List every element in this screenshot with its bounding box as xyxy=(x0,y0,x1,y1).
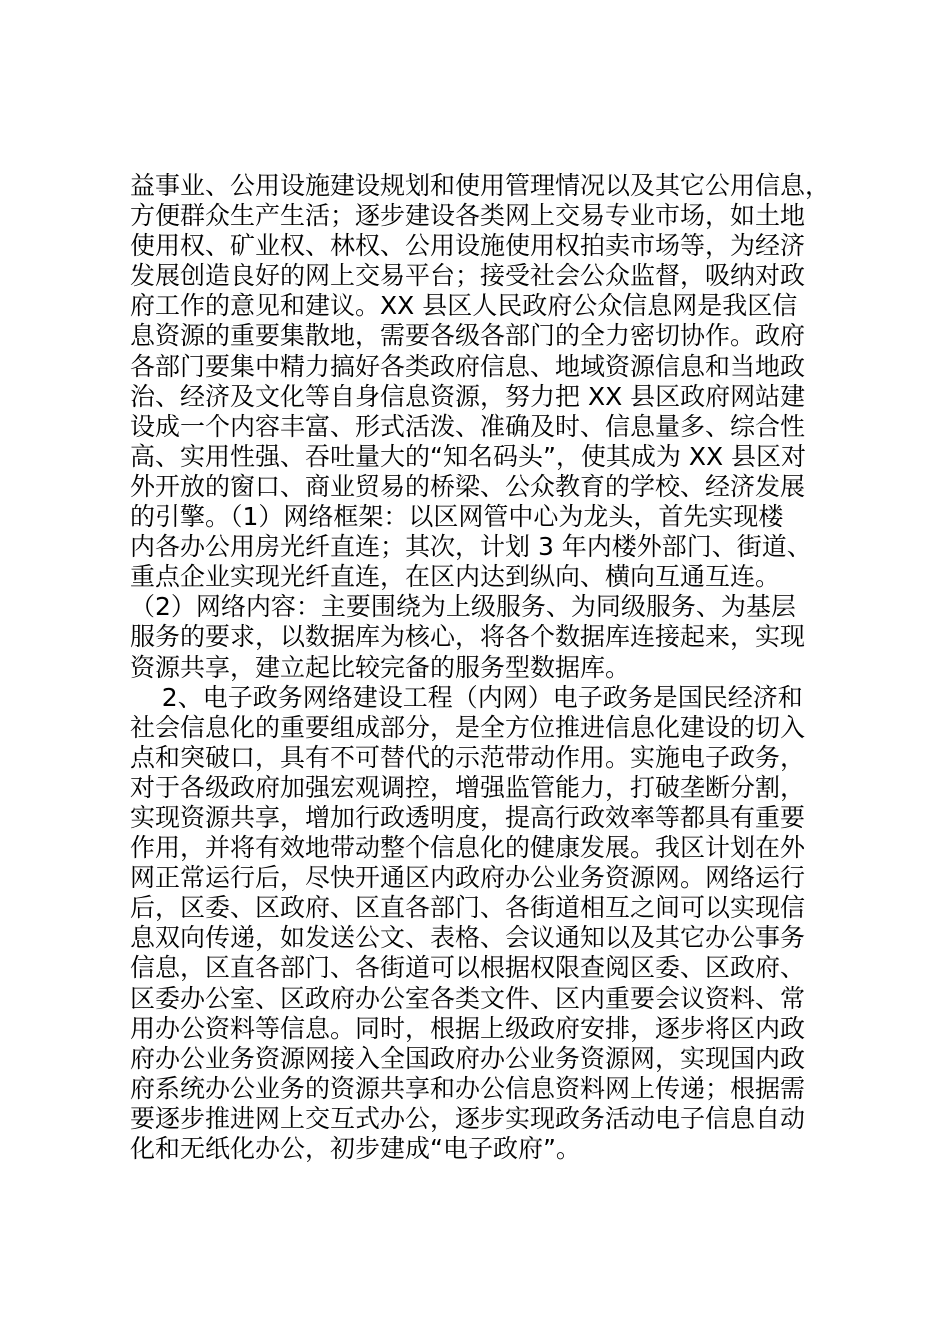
text-line: 资源共享，建立起比较完备的服务型数据库。 xyxy=(130,652,631,682)
text-line: 网正常运行后，尽快开通区内政府办公业务资源网。网络运行 xyxy=(130,863,806,893)
text-line: 使用权、矿业权、林权、公用设施使用权拍卖市场等，为经济 xyxy=(130,231,806,261)
text-line: 高、实用性强、吞吐量大的“知名码头”，使其成为 XX 县区对 xyxy=(130,441,807,471)
text-line: 益事业、公用设施建设规划和使用管理情况以及其它公用信息， xyxy=(130,171,831,200)
text-line: 府系统办公业务的资源共享和办公信息资料网上传递；根据需 xyxy=(130,1073,806,1103)
text-line: 府工作的意见和建议。XX 县区人民政府公众信息网是我区信 xyxy=(130,291,798,321)
text-line: （2）网络内容：主要围绕为上级服务、为同级服务、为基层 xyxy=(130,592,796,622)
text-line: 实现资源共享，增加行政透明度，提高行政效率等都具有重要 xyxy=(130,802,806,832)
text-line: 息双向传递，如发送公文、表格、会议通知以及其它办公事务 xyxy=(130,923,806,953)
text-line: 信息，区直各部门、各街道可以根据权限查阅区委、区政府、 xyxy=(130,953,806,983)
body-text xyxy=(130,171,850,1164)
text-line: 内各办公用房光纤直连；其次，计划 3 年内楼外部门、街道、 xyxy=(130,532,812,562)
text-line: 府办公业务资源网接入全国政府办公业务资源网，实现国内政 xyxy=(130,1043,806,1073)
text-line: 外开放的窗口、商业贸易的桥梁、公众教育的学校、经济发展 xyxy=(130,471,806,501)
text-line: 设成一个内容丰富、形式活泼、准确及时、信息量多、综合性 xyxy=(130,411,806,441)
text-line: 对于各级政府加强宏观调控，增强监管能力，打破垄断分割， xyxy=(130,772,806,802)
text-line: 区委办公室、区政府办公室各类文件、区内重要会议资料、常 xyxy=(130,983,806,1013)
text-line: 各部门要集中精力搞好各类政府信息、地域资源信息和当地政 xyxy=(130,351,806,381)
text-line: 重点企业实现光纤直连，在区内达到纵向、横向互通互连。 xyxy=(130,562,781,592)
text-line: 点和突破口，具有不可替代的示范带动作用。实施电子政务， xyxy=(130,742,806,772)
text-line: 社会信息化的重要组成部分，是全方位推进信息化建设的切入 xyxy=(130,712,806,742)
paragraph-start-line: 2、电子政务网络建设工程（内网）电子政务是国民经济和 xyxy=(130,682,803,712)
text-line: 作用，并将有效地带动整个信息化的健康发展。我区计划在外 xyxy=(130,833,806,863)
text-line: 治、经济及文化等自身信息资源，努力把 XX 县区政府网站建 xyxy=(130,381,806,411)
text-line: 要逐步推进网上交互式办公，逐步实现政务活动电子信息自动 xyxy=(130,1103,806,1133)
text-line: 息资源的重要集散地，需要各级各部门的全力密切协作。政府 xyxy=(130,321,806,351)
text-line: 的引擎。（1）网络框架：以区网管中心为龙头，首先实现楼 xyxy=(130,502,784,532)
text-line: 服务的要求，以数据库为核心，将各个数据库连接起来，实现 xyxy=(130,622,806,652)
text-line: 发展创造良好的网上交易平台；接受社会公众监督，吸纳对政 xyxy=(130,261,806,291)
text-line: 用办公资料等信息。同时，根据上级政府安排，逐步将区内政 xyxy=(130,1013,806,1043)
text-line: 化和无纸化办公，初步建成“电子政府”。 xyxy=(130,1134,581,1163)
text-line: 方便群众生产生活；逐步建设各类网上交易专业市场，如土地 xyxy=(130,201,806,231)
text-line: 后，区委、区政府、区直各部门、各街道相互之间可以实现信 xyxy=(130,893,806,923)
